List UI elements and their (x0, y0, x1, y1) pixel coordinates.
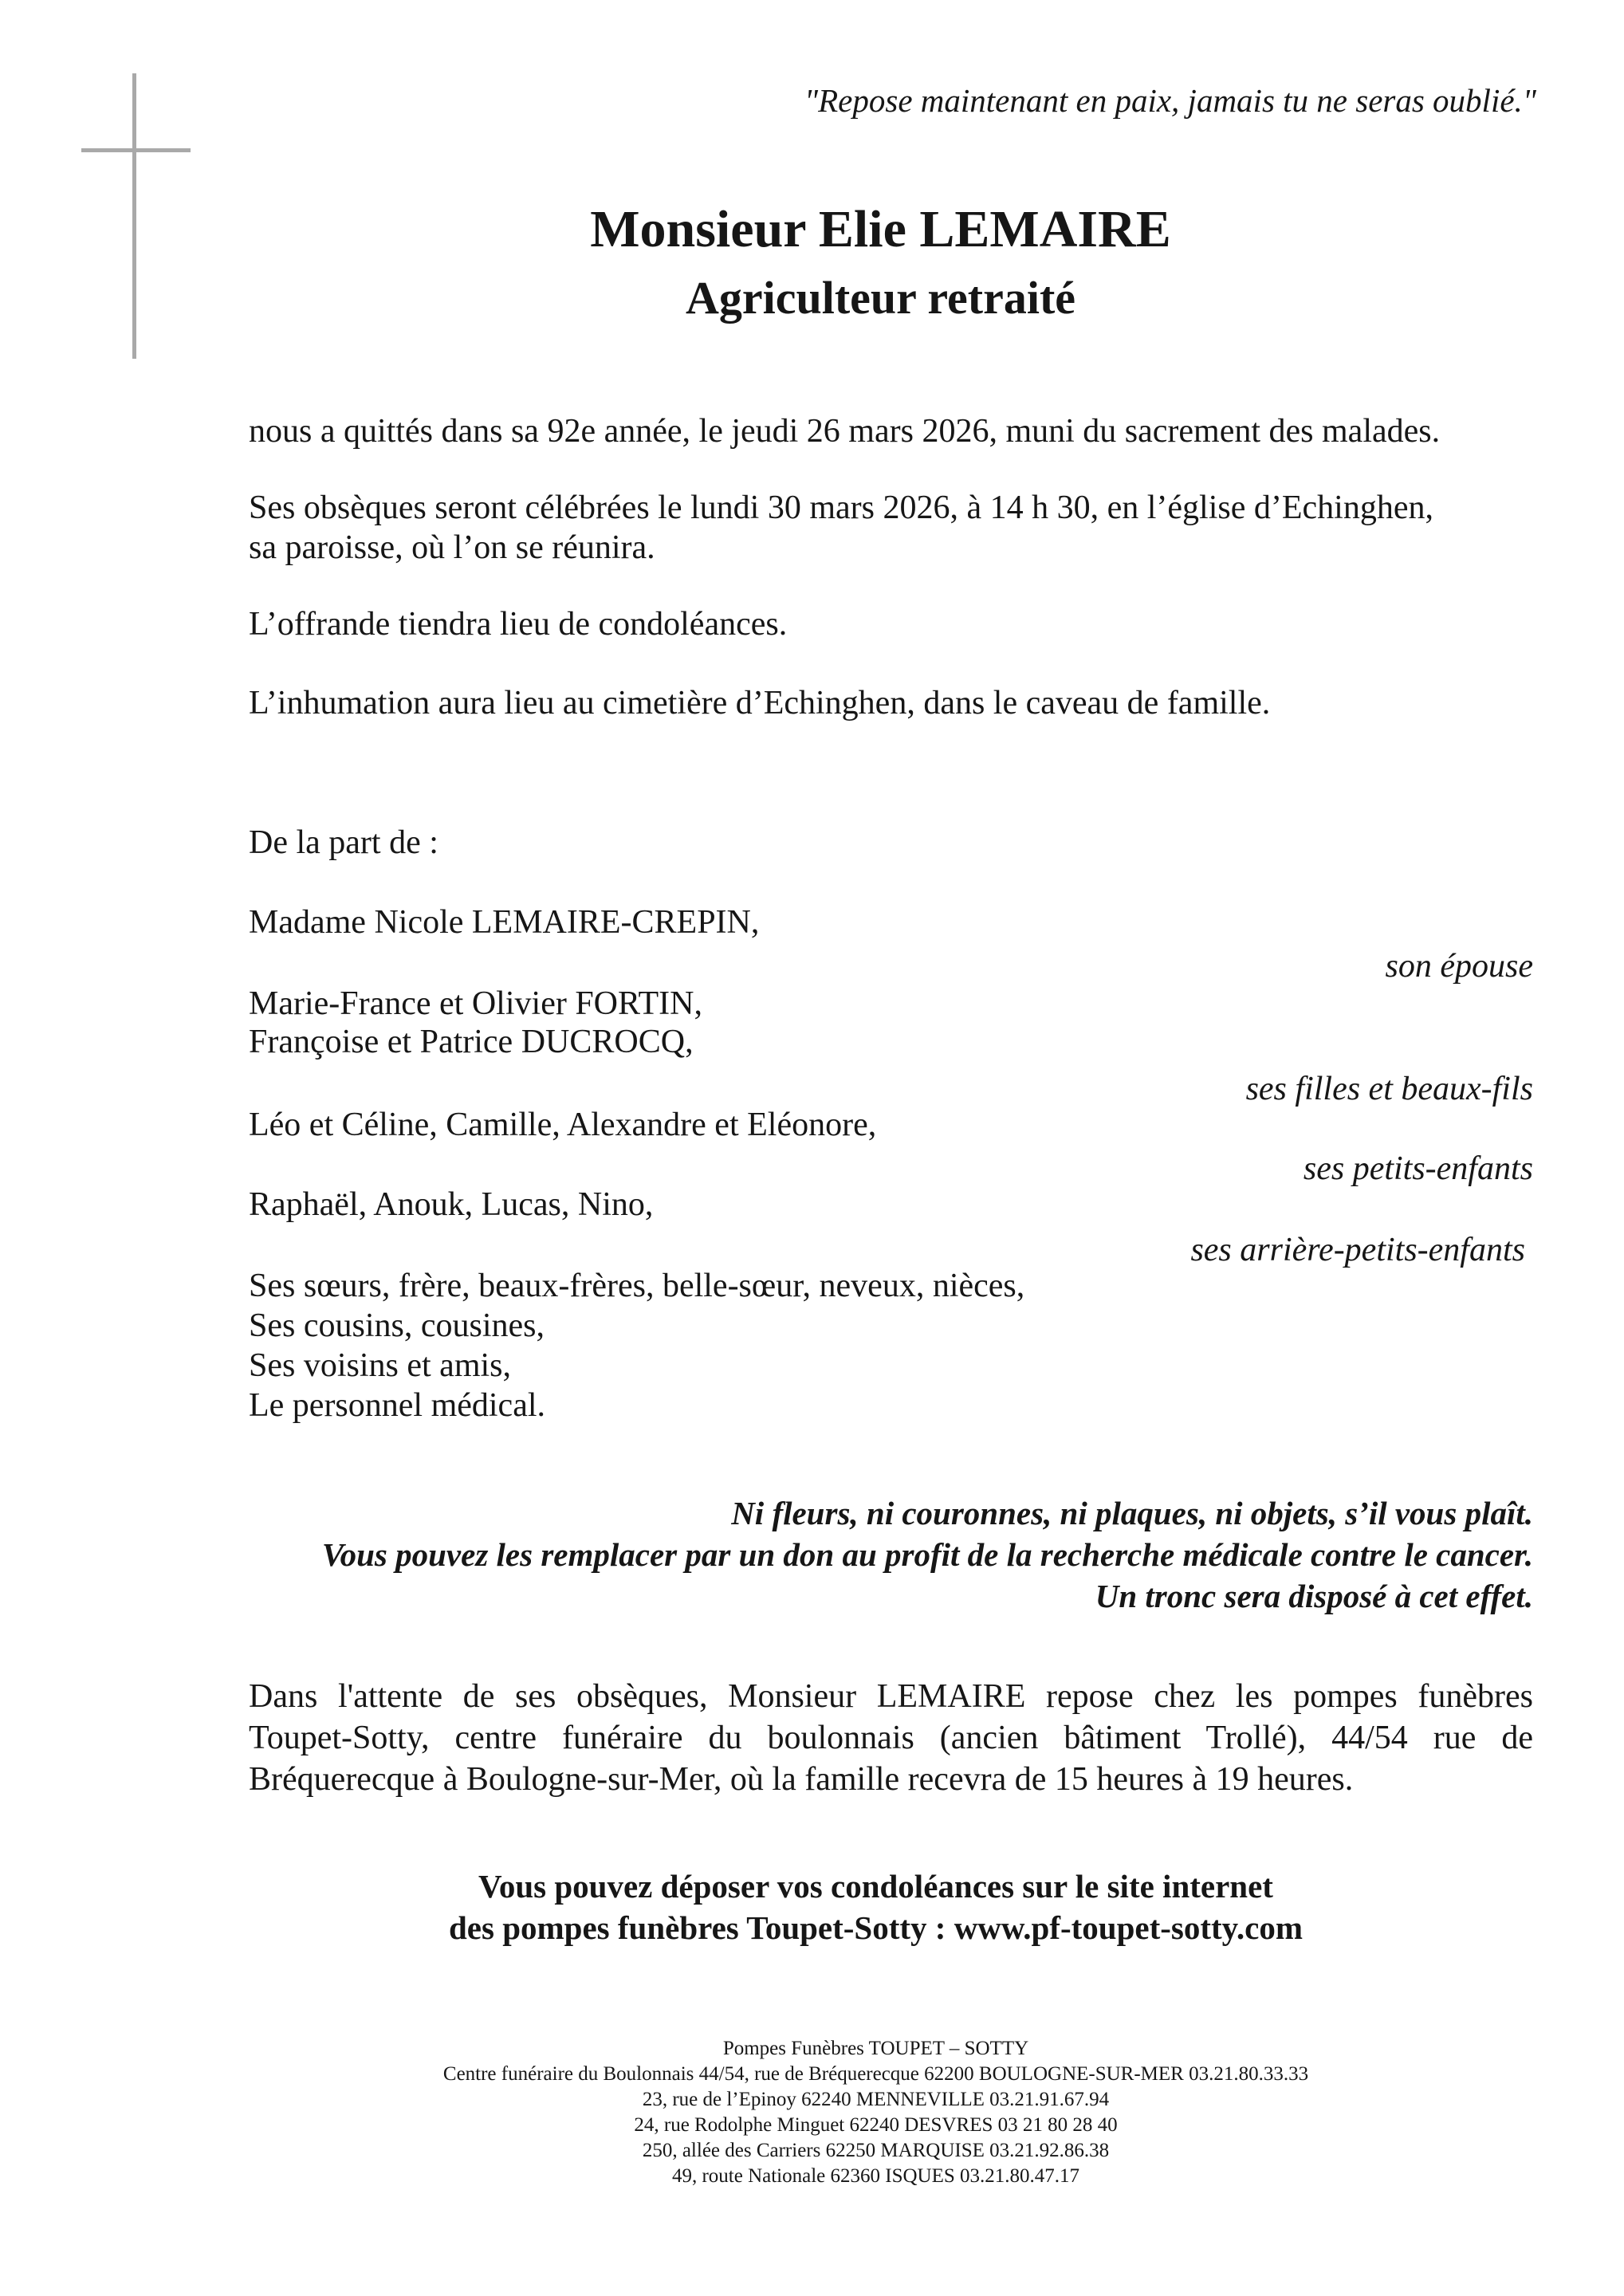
visitation-line: Dans l'attente de ses obsèques, Monsieur LEMAIRE repose chez les pompes funèbres (249, 1678, 1533, 1715)
footer-address: 250, allée des Carriers 62250 MARQUISE 03.21.92.86.38 (642, 2140, 1110, 2161)
epitaph-quote: "Repose maintenant en paix, jamais tu ne seras oublié." (804, 82, 1536, 119)
cross-horizontal-bar (81, 148, 191, 152)
footer-address: 23, rue de l’Epinoy 62240 MENNEVILLE 03.21.91.67.94 (642, 2089, 1110, 2110)
visitation-line: Toupet-Sotty, centre funéraire du boulonnais (ancien bâtiment Trollé), 44/54 rue de (249, 1720, 1533, 1756)
footer-address: 49, route Nationale 62360 ISQUES 03.21.80.47.17 (671, 2165, 1080, 2187)
grandchildren-relation: ses petits-enfants (1303, 1150, 1533, 1187)
great-grandchildren-names: Raphaël, Anouk, Lucas, Nino, (249, 1186, 654, 1223)
footer-company: Pompes Funèbres TOUPET – SOTTY (722, 2038, 1029, 2059)
condolences-line2: des pompes funèbres Toupet-Sotty : www.pf-toupet-sotty.com (449, 1909, 1303, 1946)
other-relatives-line: Le personnel médical. (249, 1387, 546, 1424)
condolences-line1: Vous pouvez déposer vos condoléances sur le site internet (478, 1868, 1273, 1905)
visitation-line: Bréquerecque à Boulogne-sur-Mer, où la famille recevra de 15 heures à 19 heures. (249, 1761, 1354, 1798)
other-relatives-line: Ses voisins et amis, (249, 1347, 512, 1384)
offering-notice: L’offrande tiendra lieu de condoléances. (249, 606, 788, 643)
funeral-details-line1: Ses obsèques seront célébrées le lundi 30 mars 2026, à 14 h 30, en l’église d’Echinghen, (249, 489, 1433, 526)
burial-notice: L’inhumation aura lieu au cimetière d’Echinghen, dans le caveau de famille. (249, 685, 1271, 721)
deceased-profession: Agriculteur retraité (685, 272, 1076, 324)
great-grandchildren-relation: ses arrière-petits-enfants (1190, 1232, 1525, 1268)
deceased-name: Monsieur Elie LEMAIRE (590, 200, 1171, 258)
other-relatives-line: Ses cousins, cousines, (249, 1307, 545, 1344)
daughter-couple-1: Marie-France et Olivier FORTIN, (249, 985, 702, 1022)
footer-address: 24, rue Rodolphe Minguet 62240 DESVRES 03 21 80 28 40 (634, 2114, 1118, 2136)
death-announcement: nous a quittés dans sa 92e année, le jeudi 26 mars 2026, muni du sacrement des malades. (249, 413, 1441, 450)
donation-request: Vous pouvez les remplacer par un don au profit de la recherche médicale contre le cancer. (321, 1536, 1533, 1573)
visitation-paragraph (249, 1676, 1533, 1800)
spouse-name: Madame Nicole LEMAIRE-CREPIN, (249, 904, 760, 941)
donation-box-notice: Un tronc sera disposé à cet effet. (1095, 1578, 1533, 1614)
footer-address: Centre funéraire du Boulonnais 44/54, rue de Bréquerecque 62200 BOULOGNE-SUR-MER 03.21.80.33.33 (442, 2063, 1309, 2085)
daughter-couple-2: Françoise et Patrice DUCROCQ, (249, 1024, 694, 1060)
grandchildren-names: Léo et Céline, Camille, Alexandre et Eléonore, (249, 1107, 877, 1143)
family-intro: De la part de : (249, 824, 438, 861)
spouse-relation: son épouse (1385, 948, 1533, 985)
flowers-request: Ni fleurs, ni couronnes, ni plaques, ni objets, s’il vous plaît. (731, 1495, 1533, 1531)
funeral-details-line2: sa paroisse, où l’on se réunira. (249, 529, 655, 566)
daughters-relation: ses filles et beaux-fils (1245, 1071, 1533, 1107)
other-relatives-line: Ses sœurs, frère, beaux-frères, belle-sœur, neveux, nièces, (249, 1268, 1025, 1304)
